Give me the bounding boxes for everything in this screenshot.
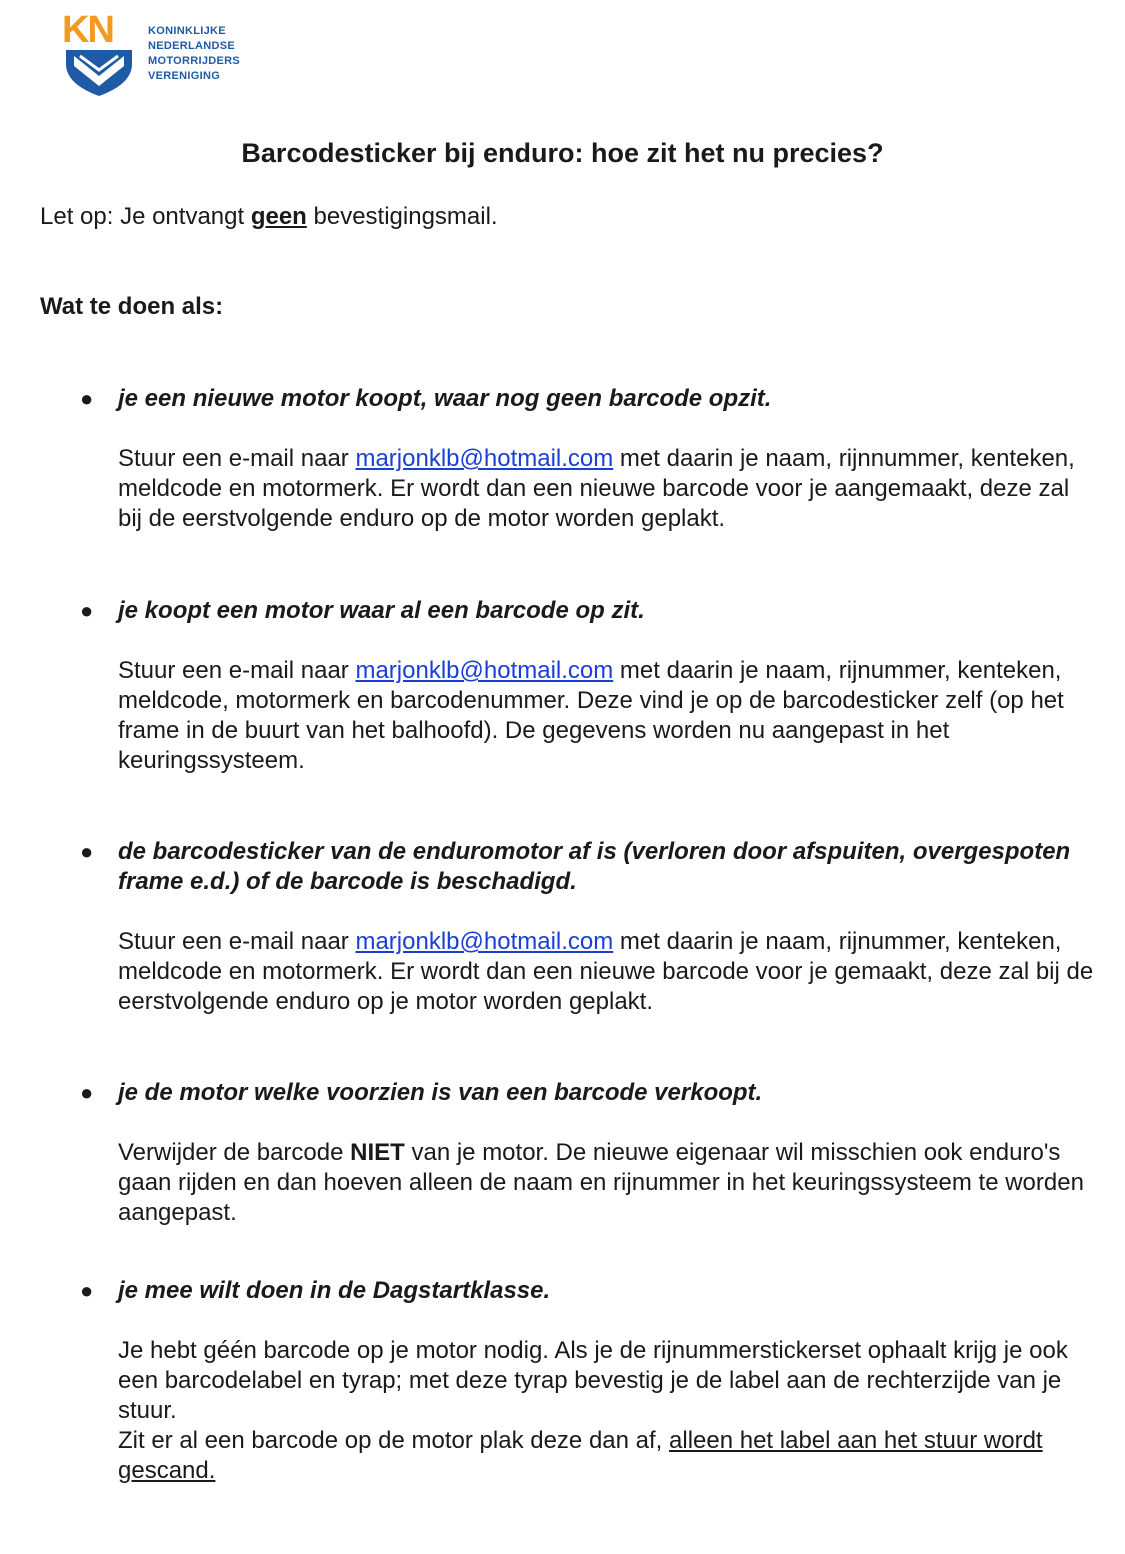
item-title: je de motor welke voorzien is van een barcode verkoopt. xyxy=(118,1079,763,1106)
logo-line: KONINKLIJKE xyxy=(148,25,226,37)
underlined-note: alleen het label aan het stuur wordt gescand. xyxy=(118,1427,1043,1484)
notice-emphasis: geen xyxy=(250,203,307,230)
item-title: de barcodesticker van de enduromotor af is (verloren door afspuiten, overgespoten frame e.d.) of de barcode is beschadigd. xyxy=(118,838,1071,895)
item-body: Je hebt géén barcode op je motor nodig. Als je de rijnummerstickerset ophaalt krijg je ook een barcodelabel en tyrap; met deze tyrap bevestig je de label aan de rechterzijde van je stuur. Zit er al een barcode op de motor plak deze dan af, alleen het label aan het stuur wordt gescand. xyxy=(118,1337,1068,1484)
bullet-icon: ● xyxy=(80,839,94,864)
logo-letters: KN xyxy=(62,9,113,51)
emphasis-niet: NIET xyxy=(350,1139,405,1166)
logo-line: NEDERLANDSE xyxy=(148,40,236,52)
bullet-icon: ● xyxy=(80,1278,94,1303)
page-title: Barcodesticker bij enduro: hoe zit het nu precies? xyxy=(241,138,884,168)
logo-text xyxy=(148,24,240,84)
notice-text: Let op: Je ontvangt xyxy=(40,203,251,230)
logo-line: VERENIGING xyxy=(148,70,221,82)
bullet-icon: ● xyxy=(80,598,94,623)
logo-line: MOTORRIJDERS xyxy=(148,55,241,67)
notice-text-end: bevestigingsmail. xyxy=(306,203,498,230)
logo xyxy=(62,9,252,98)
item-body: Stuur een e-mail naar marjonklb@hotmail.com met daarin je naam, rijnummer, kenteken, meldcode en motormerk. Er wordt dan een nieuwe barcode voor je gemaakt, deze zal bij de eerstvolgende enduro op je motor worden geplakt. xyxy=(118,928,1094,1015)
bullet-icon: ● xyxy=(80,1080,94,1105)
item-title: je mee wilt doen in de Dagstartklasse. xyxy=(118,1277,551,1304)
subheading: Wat te doen als: xyxy=(40,293,224,320)
bullet-icon: ● xyxy=(80,386,94,411)
email-link[interactable]: marjonklb@hotmail.com xyxy=(355,928,614,955)
item-body: Verwijder de barcode NIET van je motor. De nieuwe eigenaar wil misschien ook enduro's gaan rijden en dan hoeven alleen de naam en rijnummer in het keuringssysteem te worden aangepast. xyxy=(118,1139,1084,1226)
item-title: je een nieuwe motor koopt, waar nog geen barcode opzit. xyxy=(118,385,772,412)
email-link[interactable]: marjonklb@hotmail.com xyxy=(355,657,614,684)
item-title: je koopt een motor waar al een barcode op zit. xyxy=(118,597,645,624)
notice xyxy=(40,203,498,231)
email-link[interactable]: marjonklb@hotmail.com xyxy=(355,445,614,472)
item-body: Stuur een e-mail naar marjonklb@hotmail.com met daarin je naam, rijnummer, kenteken, meldcode, motormerk en barcodenummer. Deze vind je op de barcodesticker zelf (op het frame in de buurt van het balhoofd). De gegevens worden nu aangepast in het keuringssysteem. xyxy=(118,657,1064,774)
item-body: Stuur een e-mail naar marjonklb@hotmail.com met daarin je naam, rijnnummer, kenteken, meldcode en motormerk. Er wordt dan een nieuwe barcode voor je aangemaakt, deze zal bij de eerstvolgende enduro op de motor worden geplakt. xyxy=(118,445,1075,532)
